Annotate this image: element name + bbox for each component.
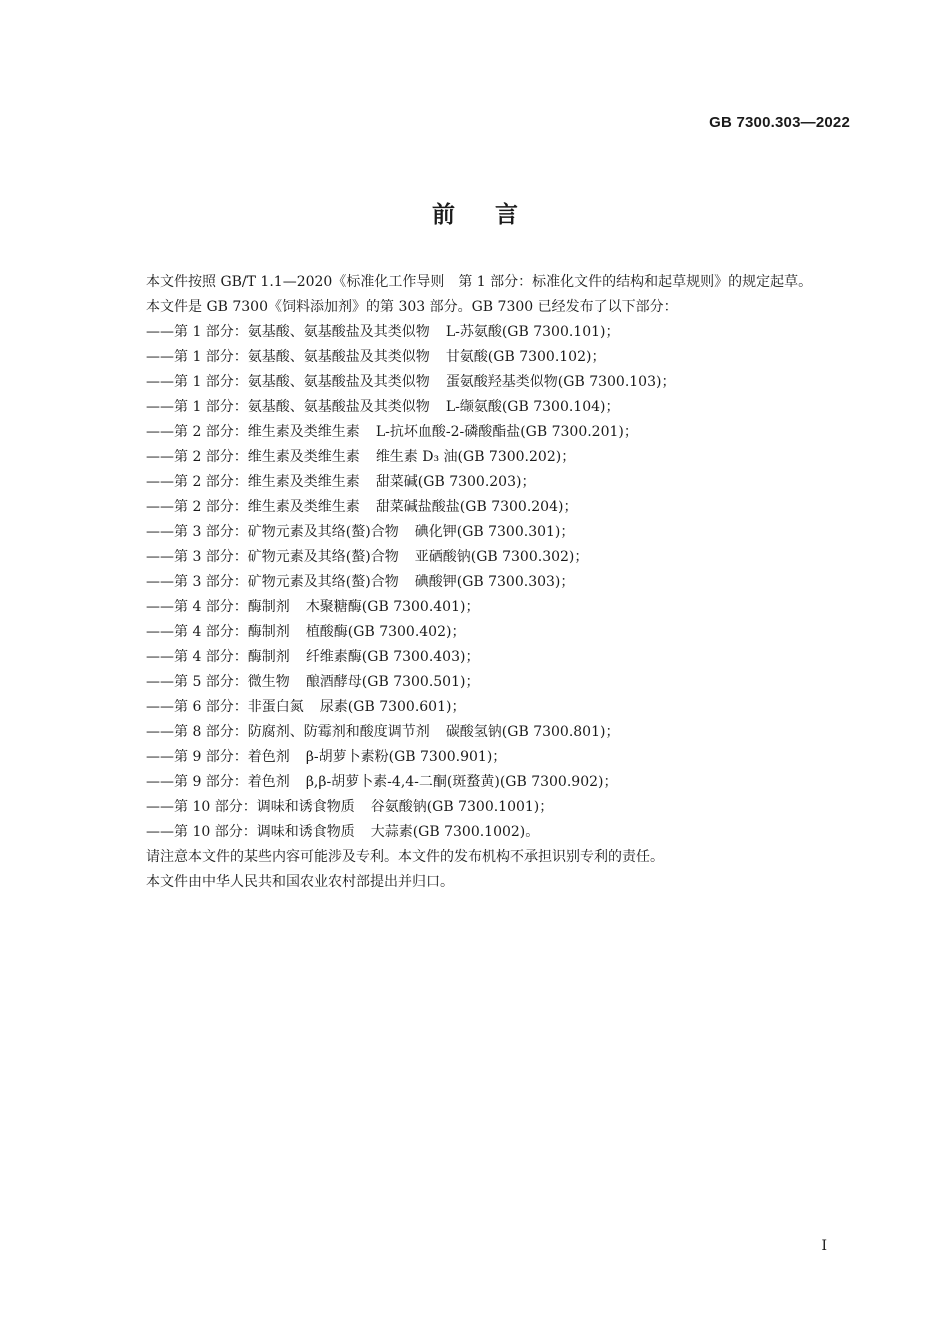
part-item: 甜菜碱(GB 7300.203)； xyxy=(375,474,536,490)
part-category: ——第 1 部分：氨基酸、氨基酸盐及其类似物 xyxy=(146,374,430,390)
part-item: 蛋氨酸羟基类似物(GB 7300.103)； xyxy=(445,374,676,390)
foreword-body xyxy=(116,270,852,895)
part-item: β,β-胡萝卜素-4,4-二酮(斑蝥黄)(GB 7300.902)； xyxy=(305,774,618,790)
part-item: β-胡萝卜素粉(GB 7300.901)； xyxy=(305,749,507,765)
part-item: 碳酸氢钠(GB 7300.801)； xyxy=(445,724,620,740)
part-item: 大蒜素(GB 7300.1002)。 xyxy=(370,824,540,840)
document-code xyxy=(709,114,850,131)
part-category: ——第 9 部分：着色剂 xyxy=(146,749,290,765)
series-intro-paragraph: 本文件是 GB 7300《饲料添加剂》的第 303 部分。GB 7300 已经发布了以下部分： xyxy=(146,299,678,315)
part-item: L-缬氨酸(GB 7300.104)； xyxy=(445,399,620,415)
list-item xyxy=(116,545,852,570)
list-item xyxy=(116,445,852,470)
part-category: ——第 8 部分：防腐剂、防霉剂和酸度调节剂 xyxy=(146,724,430,740)
list-item xyxy=(116,470,852,495)
patent-note: 请注意本文件的某些内容可能涉及专利。本文件的发布机构不承担识别专利的责任。 xyxy=(146,849,664,865)
part-category: ——第 9 部分：着色剂 xyxy=(146,774,290,790)
proposer-note: 本文件由中华人民共和国农业农村部提出并归口。 xyxy=(146,874,454,890)
list-item xyxy=(116,345,852,370)
list-item xyxy=(116,395,852,420)
list-item xyxy=(116,645,852,670)
part-category: ——第 10 部分：调味和诱食物质 xyxy=(146,799,355,815)
list-item xyxy=(116,795,852,820)
part-category: ——第 1 部分：氨基酸、氨基酸盐及其类似物 xyxy=(146,349,430,365)
parts-list xyxy=(116,320,852,845)
part-category: ——第 3 部分：矿物元素及其络(螯)合物 xyxy=(146,574,399,590)
list-item xyxy=(116,770,852,795)
part-category: ——第 10 部分：调味和诱食物质 xyxy=(146,824,355,840)
list-item xyxy=(116,570,852,595)
part-category: ——第 3 部分：矿物元素及其络(螯)合物 xyxy=(146,524,399,540)
list-item xyxy=(116,320,852,345)
part-item: 纤维素酶(GB 7300.403)； xyxy=(305,649,480,665)
part-item: 甜菜碱盐酸盐(GB 7300.204)； xyxy=(375,499,578,515)
part-item: 碘酸钾(GB 7300.303)； xyxy=(414,574,575,590)
list-item xyxy=(116,670,852,695)
part-category: ——第 1 部分：氨基酸、氨基酸盐及其类似物 xyxy=(146,399,430,415)
part-item: 维生素 D₃ 油(GB 7300.202)； xyxy=(375,449,576,465)
part-category: ——第 2 部分：维生素及类维生素 xyxy=(146,449,360,465)
list-item xyxy=(116,595,852,620)
part-category: ——第 2 部分：维生素及类维生素 xyxy=(146,499,360,515)
part-item: 甘氨酸(GB 7300.102)； xyxy=(445,349,606,365)
list-item xyxy=(116,370,852,395)
part-item: 酿酒酵母(GB 7300.501)； xyxy=(305,674,480,690)
list-item xyxy=(116,520,852,545)
list-item xyxy=(116,695,852,720)
list-item xyxy=(116,820,852,845)
page-number: I xyxy=(821,1238,827,1254)
part-item: 木聚糖酶(GB 7300.401)； xyxy=(305,599,480,615)
list-item xyxy=(116,720,852,745)
part-item: 尿素(GB 7300.601)； xyxy=(319,699,466,715)
part-item: L-苏氨酸(GB 7300.101)； xyxy=(445,324,620,340)
part-category: ——第 2 部分：维生素及类维生素 xyxy=(146,424,360,440)
intro-paragraph: 本文件按照 GB/T 1.1—2020《标准化工作导则 第 1 部分：标准化文件的结构和起草规则》的规定起草。 xyxy=(146,274,813,290)
list-item xyxy=(116,620,852,645)
part-item: 谷氨酸钠(GB 7300.1001)； xyxy=(370,799,554,815)
list-item xyxy=(116,420,852,445)
part-category: ——第 4 部分：酶制剂 xyxy=(146,624,290,640)
part-category: ——第 5 部分：微生物 xyxy=(146,674,290,690)
part-item: 亚硒酸钠(GB 7300.302)； xyxy=(414,549,589,565)
part-category: ——第 4 部分：酶制剂 xyxy=(146,649,290,665)
part-item: 碘化钾(GB 7300.301)； xyxy=(414,524,575,540)
document-code-number: 7300.303—2022 xyxy=(736,114,850,131)
part-category: ——第 2 部分：维生素及类维生素 xyxy=(146,474,360,490)
part-category: ——第 3 部分：矿物元素及其络(螯)合物 xyxy=(146,549,399,565)
list-item xyxy=(116,495,852,520)
part-category: ——第 1 部分：氨基酸、氨基酸盐及其类似物 xyxy=(146,324,430,340)
page-title: 前言 xyxy=(432,202,558,228)
document-code-prefix: GB xyxy=(709,114,733,131)
part-category: ——第 6 部分：非蛋白氮 xyxy=(146,699,304,715)
list-item xyxy=(116,745,852,770)
part-item: L-抗坏血酸-2-磷酸酯盐(GB 7300.201)； xyxy=(375,424,638,440)
part-item: 植酸酶(GB 7300.402)； xyxy=(305,624,466,640)
part-category: ——第 4 部分：酶制剂 xyxy=(146,599,290,615)
